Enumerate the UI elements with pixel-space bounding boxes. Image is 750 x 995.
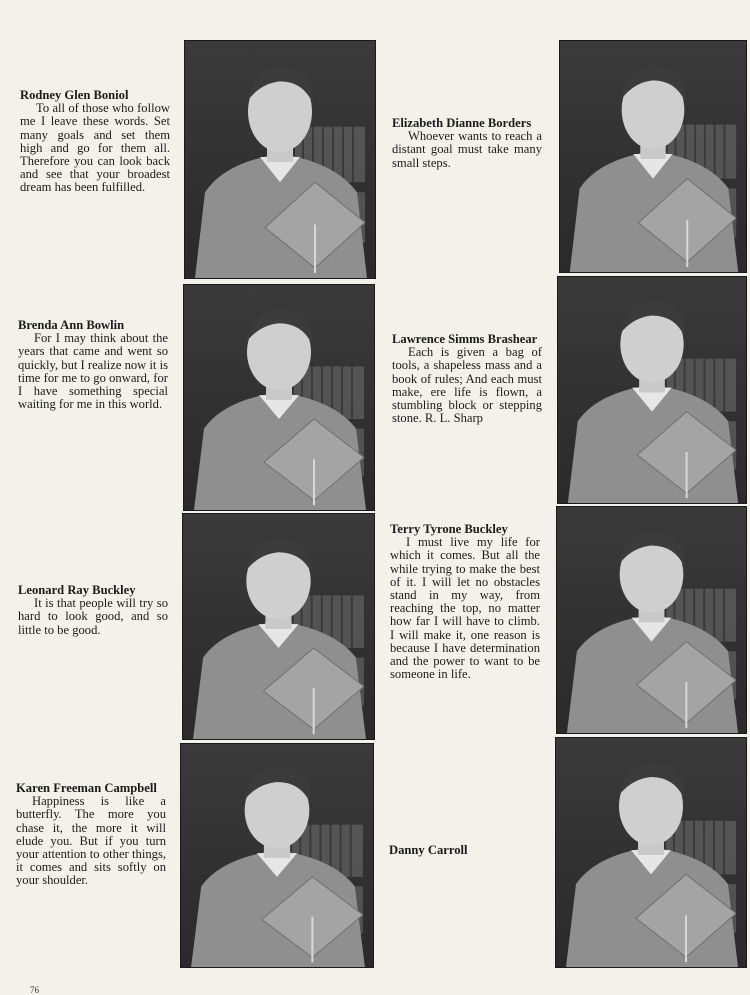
student-photo	[556, 506, 747, 734]
student-photo	[555, 737, 747, 968]
student-photo	[559, 40, 747, 273]
student-quote: I must live my life for which it comes. But all the while trying to make the best of it. I will let no obstacles stand in my way, from reaching the top, no matter how far I will have to climb. I will make it, one reason is because I have determination and the power to want to be someone in life.	[390, 535, 540, 682]
student-photo	[182, 513, 375, 740]
student-entry	[392, 117, 542, 170]
student-entry	[390, 523, 540, 681]
student-name: Leonard Ray Buckley	[18, 583, 136, 597]
student-quote: Whoever wants to reach a distant goal must take many small steps.	[392, 129, 542, 170]
student-name: Danny Carroll	[389, 843, 468, 857]
student-entry	[18, 319, 168, 411]
student-quote: Each is given a bag of tools, a shapeless mass and a book of rules; And each must make, ere life is flown, a stumbling block or stepping stone. R. L. Sharp	[392, 345, 542, 426]
student-name: Rodney Glen Boniol	[20, 88, 129, 102]
student-photo	[180, 743, 374, 968]
student-quote: It is that people will try so hard to look good, and so little to be good.	[18, 596, 168, 637]
page-number: 76	[30, 985, 39, 995]
student-photo	[557, 276, 747, 504]
student-name: Lawrence Simms Brashear	[392, 332, 538, 346]
student-name: Elizabeth Dianne Borders	[392, 116, 532, 130]
student-photo	[184, 40, 376, 279]
student-quote: Happiness is like a butterfly. The more you chase it, the more it will elude you. But if you turn your attention to other things, it comes and sits softly on your shoulder.	[16, 794, 166, 888]
student-entry	[18, 584, 168, 637]
student-quote: To all of those who follow me I leave these words. Set many goals and set them high and go for them all. Therefore you can look back and see that your broadest dream has been fulfilled.	[20, 101, 170, 195]
student-entry	[16, 782, 166, 888]
student-entry	[389, 844, 539, 857]
student-quote: For I may think about the years that came and went so quickly, but I realize now it is time for me to go onward, for I have something special waiting for me in this world.	[18, 331, 168, 412]
student-name: Karen Freeman Campbell	[16, 781, 157, 795]
student-entry	[392, 333, 542, 425]
student-entry	[20, 89, 170, 195]
student-name: Terry Tyrone Buckley	[390, 522, 508, 536]
student-photo	[183, 284, 375, 511]
student-name: Brenda Ann Bowlin	[18, 318, 125, 332]
